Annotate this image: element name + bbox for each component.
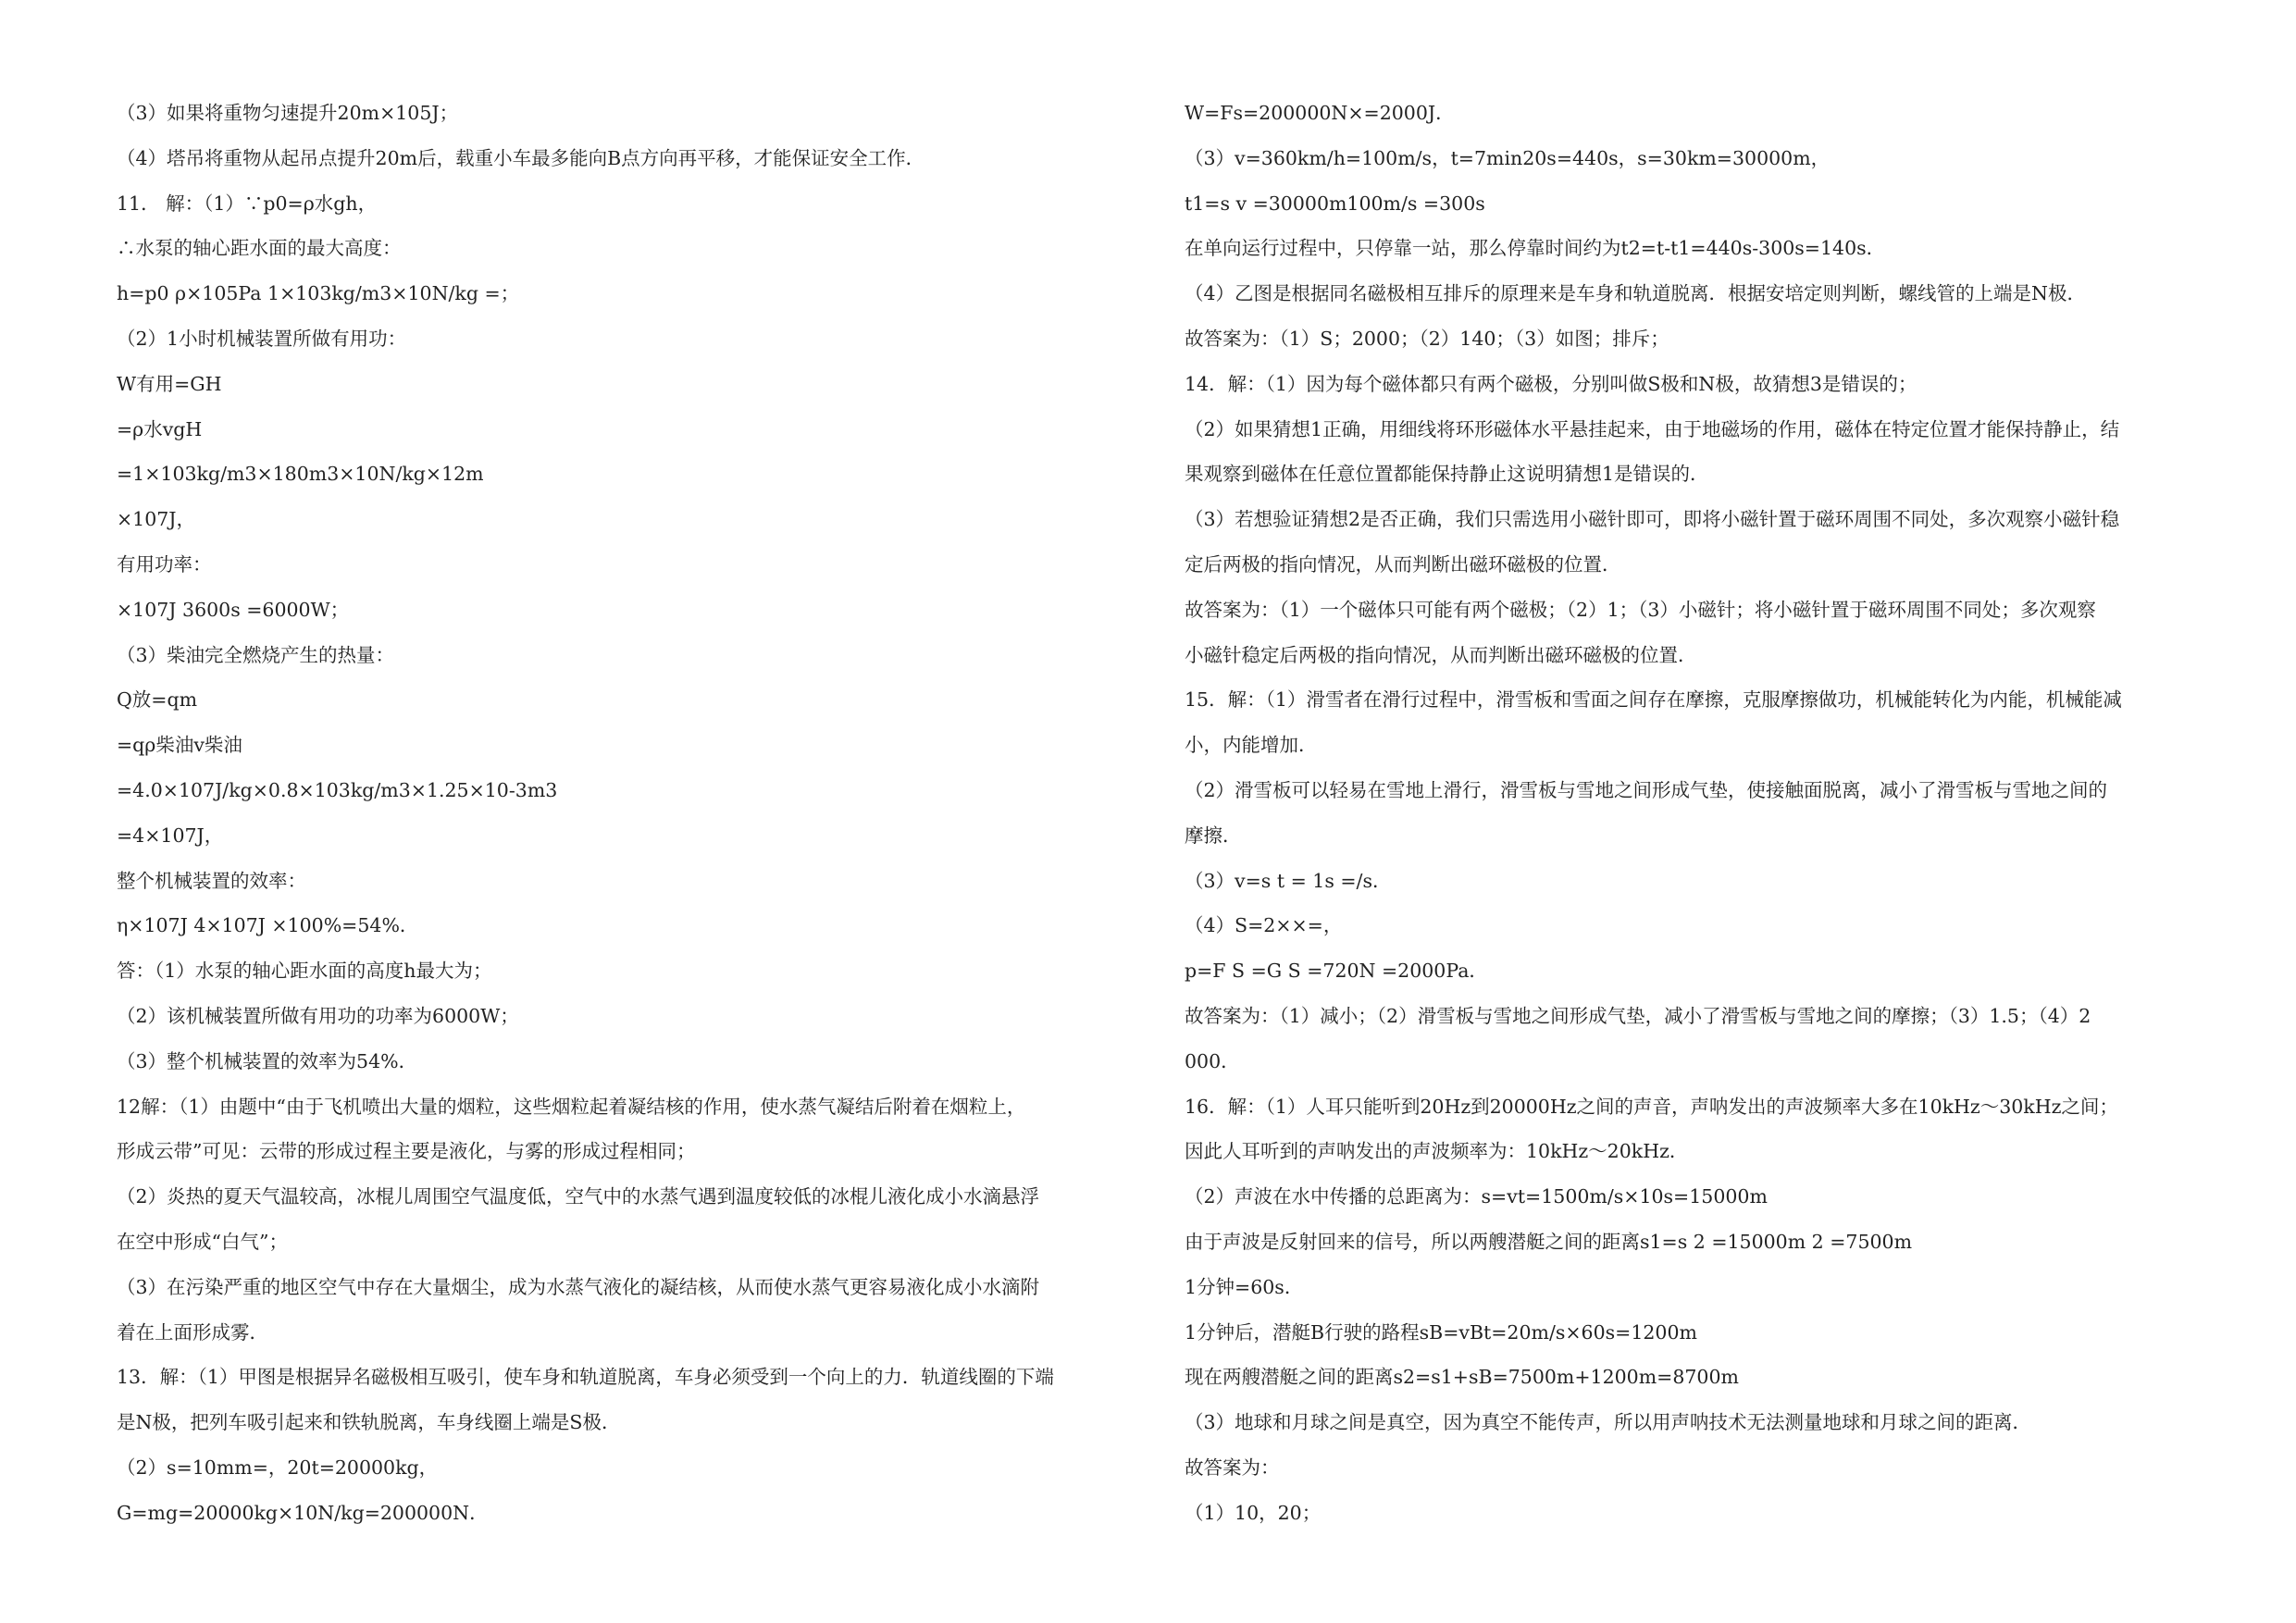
right-column-text-line: t1=s v =30000m100m/s =300s xyxy=(1185,192,1485,215)
left-column-text-line: （4）塔吊将重物从起吊点提升20m后，载重小车最多能向B点方向再平移，才能保证安全工作． xyxy=(117,146,925,169)
left-column-text-line: （2）该机械装置所做有用功的功率为6000W； xyxy=(117,1004,519,1027)
left-column-text-line: h=p0 ρ×105Pa 1×103kg/m3×10N/kg =； xyxy=(117,282,520,305)
right-column-text-line: 在单向运行过程中，只停靠一站，那么停靠时间约为t2=t-t1=440s-300s=140s． xyxy=(1185,237,1886,260)
right-column-text-line: 小，内能增加． xyxy=(1185,734,1318,757)
left-column-text-line: （3）在污染严重的地区空气中存在大量烟尘，成为水蒸气液化的凝结核，从而使水蒸气更容易液化成小水滴附 xyxy=(117,1275,1040,1298)
right-column-text-line: （2）如果猜想1正确，用细线将环形磁体水平悬挂起来，由于地磁场的作用，磁体在特定位置才能保持静止，结 xyxy=(1185,417,2120,440)
left-column-text-line: 是N极，把列车吸引起来和铁轨脱离，车身线圈上端是S极． xyxy=(117,1411,621,1434)
left-column-text-line: 着在上面形成雾． xyxy=(117,1320,268,1344)
left-column-text-line: W有用=GH xyxy=(117,372,222,395)
left-column-text-line: 有用功率： xyxy=(117,552,212,576)
left-column-text-line: =qρ柴油v柴油 xyxy=(117,734,242,757)
right-column-text-line: 果观察到磁体在任意位置都能保持静止这说明猜想1是错误的． xyxy=(1185,463,1709,486)
left-column-text-line: （2）1小时机械装置所做有用功： xyxy=(117,327,407,350)
left-column-text-line: Q放=qm xyxy=(117,688,198,712)
right-column-text-line: 000． xyxy=(1185,1049,1240,1072)
right-column-text-line: 14．解：（1）因为每个磁体都只有两个磁极，分别叫做S极和N极，故猜想3是错误的； xyxy=(1185,372,1917,395)
left-column-text-line: η×107J 4×107J ×100%=54%． xyxy=(117,914,419,937)
right-column-text-line: 故答案为：（1）S；2000；（2）140；（3）如图；排斥； xyxy=(1185,327,1669,350)
left-column-text-line: 13．解：（1）甲图是根据异名磁极相互吸引，使车身和轨道脱离，车身必须受到一个向上的力．轨道线圈的下端 xyxy=(117,1366,1054,1389)
right-column-text-line: 小磁针稳定后两极的指向情况，从而判断出磁环磁极的位置． xyxy=(1185,643,1697,666)
left-column-text-line: 答：（1）水泵的轴心距水面的高度h最大为； xyxy=(117,960,492,983)
right-column-text-line: 定后两极的指向情况，从而判断出磁环磁极的位置． xyxy=(1185,552,1621,576)
right-column-text-line: （4）S=2××=， xyxy=(1185,914,1343,937)
right-column-text-line: p=F S =G S =720N =2000Pa． xyxy=(1185,960,1488,983)
left-column-text-line: （3）整个机械装置的效率为54%． xyxy=(117,1049,418,1072)
left-column-text-line: （3）如果将重物匀速提升20m×105J； xyxy=(117,102,459,124)
left-column-text-line: （2）炎热的夏天气温较高，冰棍儿周围空气温度低，空气中的水蒸气遇到温度较低的冰棍儿液化成小水滴悬浮 xyxy=(117,1185,1040,1208)
left-column-text-line: =1×103kg/m3×180m3×10N/kg×12m xyxy=(117,463,484,486)
right-column-text-line: （3）v=s t = 1s =/s． xyxy=(1185,869,1392,892)
left-column-text-line: 11． 解：（1）∵p0=ρ水gh， xyxy=(117,192,378,215)
right-column-text-line: 由于声波是反射回来的信号，所以两艘潜艇之间的距离s1=s 2 =15000m 2 =7500m xyxy=(1185,1230,1913,1253)
left-column-text-line: ×107J 3600s =6000W； xyxy=(117,598,350,621)
left-column-text-line: 整个机械装置的效率： xyxy=(117,869,306,892)
right-column-text-line: 1分钟=60s． xyxy=(1185,1275,1304,1298)
right-column-text-line: （2）声波在水中传播的总距离为：s=vt=1500m/s×10s=15000m xyxy=(1185,1185,1768,1208)
right-column-text-line: （1）10，20； xyxy=(1185,1501,1322,1524)
right-column xyxy=(1185,91,2212,1536)
right-column-text-line: （3）地球和月球之间是真空，因为真空不能传声，所以用声呐技术无法测量地球和月球之间的距离． xyxy=(1185,1411,2032,1434)
right-column-text-line: 现在两艘潜艇之间的距离s2=s1+sB=7500m+1200m=8700m xyxy=(1185,1366,1739,1389)
left-column-text-line: 12解：（1）由题中“由于飞机喷出大量的烟粒，这些烟粒起着凝结核的作用，使水蒸气凝结后附着在烟粒上， xyxy=(117,1095,1026,1118)
left-column-text-line: ×107J， xyxy=(117,508,196,531)
left-column xyxy=(117,91,1125,1536)
left-column-text-line: =ρ水vgH xyxy=(117,417,203,440)
left-column-text-line: （3）柴油完全燃烧产生的热量： xyxy=(117,643,395,666)
right-column-text-line: 摩擦． xyxy=(1185,824,1242,847)
left-column-text-line: ∴水泵的轴心距水面的最大高度： xyxy=(117,237,402,260)
left-column-text-line: 形成云带”可见：云带的形成过程主要是液化，与雾的形成过程相同； xyxy=(117,1140,696,1163)
left-column-text-line: （2）s=10mm=，20t=20000kg， xyxy=(117,1456,439,1479)
right-column-text-line: 因此人耳听到的声呐发出的声波频率为：10kHz～20kHz． xyxy=(1185,1140,1689,1163)
right-column-text-line: 15．解：（1）滑雪者在滑行过程中，滑雪板和雪面之间存在摩擦，克服摩擦做功，机械能转化为内能，机械能减 xyxy=(1185,688,2122,712)
right-column-text-line: W=Fs=200000N×=2000J． xyxy=(1185,102,1455,124)
right-column-text-line: 故答案为：（1）减小；（2）滑雪板与雪地之间形成气垫，减小了滑雪板与雪地之间的摩擦；（3）1.5；（4）2 xyxy=(1185,1004,2091,1027)
left-column-text-line: 在空中形成“白气”； xyxy=(117,1230,288,1253)
left-column-text-line: =4.0×107J/kg×0.8×103kg/m3×1.25×10-3m3 xyxy=(117,778,558,801)
right-column-text-line: （3）若想验证猜想2是否正确，我们只需选用小磁针即可，即将小磁针置于磁环周围不同处，多次观察小磁针稳 xyxy=(1185,508,2120,531)
right-column-text-line: （2）滑雪板可以轻易在雪地上滑行，滑雪板与雪地之间形成气垫，使接触面脱离，减小了滑雪板与雪地之间的 xyxy=(1185,778,2108,801)
right-column-text-line: 故答案为：（1）一个磁体只可能有两个磁极；（2）1；（3）小磁针；将小磁针置于磁环周围不同处；多次观察 xyxy=(1185,598,2096,621)
right-column-text-line: （3）v=360km/h=100m/s，t=7min20s=440s，s=30km=30000m， xyxy=(1185,146,1831,169)
right-column-text-line: 1分钟后，潜艇B行驶的路程sB=vBt=20m/s×60s=1200m xyxy=(1185,1320,1697,1344)
right-column-text-line: 故答案为： xyxy=(1185,1456,1280,1479)
right-column-text-line: 16．解：（1）人耳只能听到20Hz到20000Hz之间的声音，声呐发出的声波频率大多在10kHz～30kHz之间； xyxy=(1185,1095,2118,1118)
right-column-text-line: （4）乙图是根据同名磁极相互排斥的原理来是车身和轨道脱离．根据安培定则判断，螺线管的上端是N极． xyxy=(1185,282,2086,305)
left-column-text-line: G=mg=20000kg×10N/kg=200000N． xyxy=(117,1501,489,1524)
left-column-text-line: =4×107J， xyxy=(117,824,224,847)
